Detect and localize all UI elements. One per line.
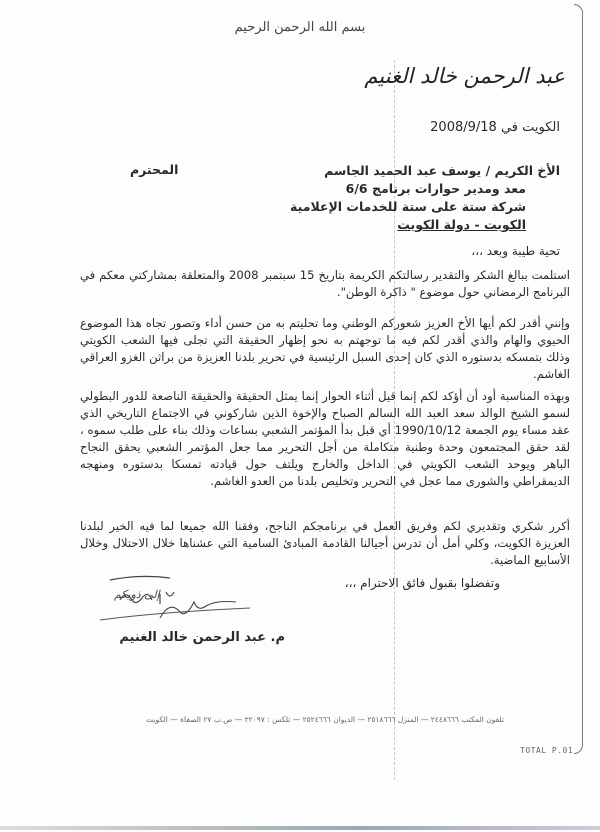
handwritten-signature [100, 572, 260, 622]
recipient-location: الكويت - دولة الكويت [397, 217, 526, 232]
recipient-address [240, 162, 560, 234]
signatory-name: م. عبد الرحمن خالد الغنيم [119, 630, 285, 645]
paragraph-2: وإنني أقدر لكم أيها الأخ العزيز شعوركم الوطني وما تحليتم به من حسن أداء وتصور تجاه هذا الموضوع الحيوي والهام والذي أقدر لكم فيه ما توجهتم به نحو إظهار الحقيقة التي تجلى فيها الشعب الكويتي وذلك بتمسكه بدستوره الذي كان إحدى السبل الرئيسية في تحرير بلدنا العزيزة من براثن الغزو العراقي الغاشم. [80, 316, 570, 381]
letterhead-name: عبد الرحمن خالد الغنيم [364, 64, 565, 88]
greeting: تحية طيبة وبعد ،،، [471, 244, 560, 258]
paragraph-1: استلمت ببالغ الشكر والتقدير رسالتكم الكريمة بتاريخ 15 سبتمبر 2008 والمتعلقة بمشاركتي معكم في البرنامج الرمضاني حول موضوع " ذاكرة الوطن". [80, 268, 570, 299]
recipient-title: معد ومدير حوارات برنامج 6/6 [345, 181, 526, 196]
recipient-name: الأخ الكريم / يوسف عبد الحميد الجاسم [324, 163, 560, 178]
fax-frame-border [574, 4, 583, 754]
fax-page-count: TOTAL P.01 [520, 746, 574, 755]
scan-edge [0, 826, 600, 830]
recipient-honorific: المحترم [130, 162, 179, 177]
letter-date: الكويت في 2008/9/18 [430, 120, 560, 135]
recipient-company: شركة ستة على ستة للخدمات الإعلامية [290, 199, 526, 214]
signature-handwriting: إلى ذويكم [114, 588, 160, 601]
paragraph-4: أكرر شكري وتقديري لكم وفريق العمل في برنامجكم الناجح، وفقنا الله جميعا لما فيه الخير لبلدنا العزيزة الكويت، وكلي أمل أن تدرس أجيالنا القادمة المبادئ السامية التي عشناها خلال الاحتلال وخلال الأسابيع الماضية. [80, 519, 570, 567]
closing-line: وتفضلوا بقبول فائق الاحترام ،،، [344, 576, 500, 590]
basmala-header: بسم الله الرحمن الرحيم [234, 20, 366, 35]
letterhead-footer-contacts: تلفون المكتب ٢٤٤٨٦٦٦ — المنزل ٢٥١٨٦٦٦ — الديوان ٢٥٢٤٦٦٦ — تلكس : ٢٢٠٩٧ — ص.ب ٢٧ الصفاة — الكويت [146, 715, 504, 724]
paragraph-3: وبهذه المناسبة أود أن أؤكد لكم إنما قيل أثناء الحوار إنما يمثل الحقيقة والحقيقة الناصعة للدور البطولي لسمو الشيخ الوالد سعد العبد الله السالم الصباح والإخوة الذين شاركوني في الاجتماع التاريخي الذي عقد مساء يوم الجمعة 1990/10/12 أي قبل بدأ المؤتمر الشعبي بساعات وذلك بناء على طلب سموه ، لقد حقق المجتمعون وحدة وطنية متكاملة من أجل التحرير مما جعل المؤتمر الشعبي يحقق النجاح الباهر ويوحد الشعب الكويتي في الداخل والخارج ويلتف حول قيادته تمسكا بدستوره ومنهجه الديمقراطي والشورى مما عجل في التحرير وتخليص بلدنا من العدو الغاشم. [80, 389, 570, 488]
